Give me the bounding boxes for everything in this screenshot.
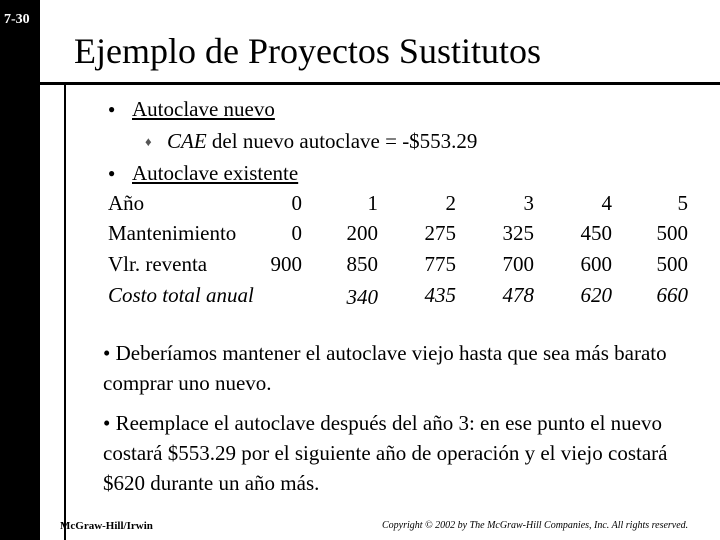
table-cell: 850 [346, 252, 378, 276]
diamond-bullet-icon: ♦ [145, 134, 152, 149]
table-cell-total: 340 [346, 285, 378, 309]
vertical-divider [64, 82, 66, 540]
bullet-autoclave-existente [108, 161, 298, 186]
table-cell-total: 435 [424, 283, 456, 307]
table-cell: 500 [656, 252, 688, 276]
footer-publisher: McGraw-Hill/Irwin [60, 520, 153, 532]
table-row-label: Vlr. reventa [108, 252, 208, 276]
bullet-text: Autoclave existente [132, 161, 299, 185]
table-header-cell: 1 [367, 191, 378, 215]
table-cell: 450 [580, 221, 612, 245]
slide-title: Ejemplo de Proyectos Sustitutos [74, 31, 541, 71]
table-header-cell: 5 [677, 191, 688, 215]
table-cell-total: 660 [656, 283, 688, 307]
paragraph-keep-old: • Deberíamos mantener el autoclave viejo hasta que sea más barato comprar uno nuevo. [103, 341, 667, 395]
table-cell: 200 [346, 221, 378, 245]
table-header-cell: 3 [523, 191, 534, 215]
table-header-cell: 4 [601, 191, 612, 215]
cae-label: CAE [167, 129, 207, 153]
footer-copyright: Copyright © 2002 by The McGraw-Hill Companies, Inc. All rights reserved. [382, 520, 689, 531]
cae-text: del nuevo autoclave = -$553.29 [206, 129, 478, 153]
table-cell: 775 [424, 252, 456, 276]
table-cell: 325 [502, 221, 534, 245]
bullet-dot-icon: ● [108, 166, 116, 180]
bullet-autoclave-nuevo [108, 97, 275, 122]
title-divider [40, 82, 720, 85]
table-header-label: Año [108, 191, 145, 215]
table-cell-total: 620 [580, 283, 612, 307]
table-cell: 700 [502, 252, 534, 276]
table-cell-total: 478 [502, 283, 534, 307]
table-cell: 500 [656, 221, 688, 245]
table-header-cell: 2 [445, 191, 456, 215]
left-sidebar-bar [0, 0, 40, 540]
sub-bullet-cae [145, 129, 477, 154]
bullet-dot-icon: ● [108, 102, 116, 116]
table-cell: 900 [270, 252, 302, 276]
table-header-cell: 0 [291, 191, 302, 215]
bullet-text: Autoclave nuevo [132, 97, 275, 121]
table-cell: 0 [291, 221, 302, 245]
table-row-label: Mantenimiento [108, 221, 237, 245]
slide-number: 7-30 [4, 12, 30, 27]
table-cell: 275 [424, 221, 456, 245]
paragraph-replace: • Reemplace el autoclave después del año 3: en ese punto el nuevo costará $553.29 por el siguiente año de operación y el viejo costará $620 durante un año más. [103, 411, 668, 495]
table-row-label-total: Costo total anual [108, 283, 254, 307]
table-cell: 600 [580, 252, 612, 276]
